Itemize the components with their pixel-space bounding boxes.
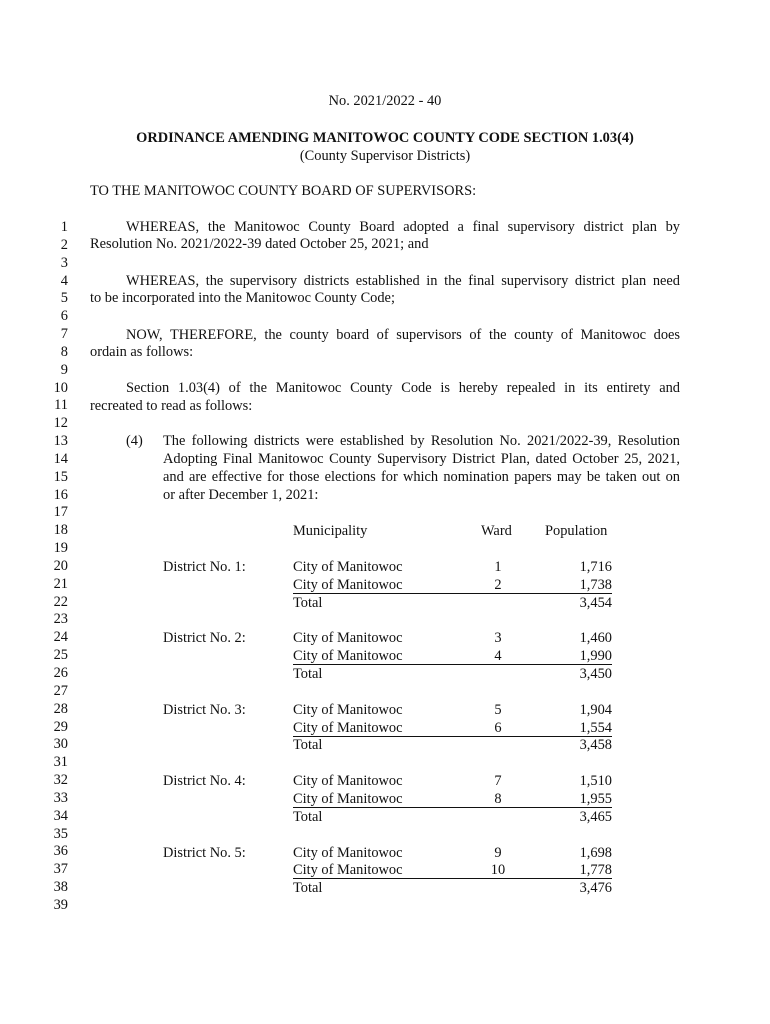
line-number: 39 bbox=[53, 896, 68, 913]
municipality-cell: City of Manitowoc bbox=[293, 719, 403, 736]
line-number: 1 bbox=[60, 219, 68, 235]
municipality-cell: City of Manitowoc bbox=[293, 791, 403, 808]
subsection-marker: (4) bbox=[126, 433, 143, 449]
line-number: 10 bbox=[53, 379, 68, 396]
total-label: Total bbox=[293, 666, 323, 683]
district-label: District No. 2: bbox=[163, 630, 246, 647]
district-label: District No. 5: bbox=[163, 844, 246, 861]
municipality-cell: City of Manitowoc bbox=[293, 862, 403, 879]
municipality-cell: City of Manitowoc bbox=[293, 648, 403, 665]
line-number: 38 bbox=[53, 879, 68, 896]
line-number: 11 bbox=[54, 397, 68, 414]
line-number: 16 bbox=[53, 486, 68, 503]
total-value: 3,465 bbox=[579, 808, 612, 825]
line-number: 27 bbox=[53, 682, 68, 699]
line-number: 3 bbox=[60, 254, 68, 271]
line-number: 8 bbox=[60, 343, 68, 360]
salutation: TO THE MANITOWOC COUNTY BOARD OF SUPERVISORS: bbox=[90, 183, 477, 199]
municipality-cell: City of Manitowoc bbox=[293, 559, 403, 575]
line-number: 9 bbox=[60, 361, 68, 378]
subsection-line-4: or after December 1, 2021: bbox=[163, 487, 319, 503]
total-label: Total bbox=[293, 808, 323, 825]
paragraph-4-line-1: Section 1.03(4) of the Manitowoc County Code is hereby repealed in its entirety and bbox=[126, 380, 680, 396]
population-cell: 1,460 bbox=[579, 630, 612, 647]
line-number: 24 bbox=[53, 629, 68, 646]
line-number: 25 bbox=[53, 647, 68, 664]
line-number: 15 bbox=[53, 468, 68, 485]
ward-cell: 4 bbox=[494, 648, 502, 665]
line-number: 5 bbox=[60, 290, 68, 307]
line-number: 26 bbox=[53, 665, 68, 681]
subsection-line-2: Adopting Final Manitowoc County Supervisory District Plan, dated October 25, 2021, bbox=[163, 451, 680, 467]
line-number: 30 bbox=[53, 736, 68, 753]
line-number: 34 bbox=[53, 807, 68, 824]
population-cell: 1,698 bbox=[579, 844, 612, 861]
total-label: Total bbox=[293, 594, 323, 611]
ordinance-title: ORDINANCE AMENDING MANITOWOC COUNTY CODE SECTION 1.03(4) bbox=[136, 130, 634, 146]
line-number: 31 bbox=[53, 754, 68, 771]
district-label: District No. 1: bbox=[163, 559, 246, 575]
total-label: Total bbox=[293, 880, 323, 897]
line-number: 23 bbox=[53, 611, 68, 628]
line-number: 33 bbox=[53, 789, 68, 806]
total-value: 3,458 bbox=[579, 737, 612, 754]
paragraph-3-line-1: NOW, THEREFORE, the county board of supervisors of the county of Manitowoc does bbox=[126, 327, 680, 343]
line-number: 21 bbox=[53, 575, 68, 592]
paragraph-2-line-1: WHEREAS, the supervisory districts established in the final supervisory district plan need bbox=[126, 273, 680, 289]
population-cell: 1,716 bbox=[579, 559, 612, 575]
line-number: 17 bbox=[53, 504, 68, 521]
municipality-cell: City of Manitowoc bbox=[293, 773, 403, 790]
population-cell: 1,955 bbox=[579, 791, 612, 808]
ordinance-number: No. 2021/2022 - 40 bbox=[328, 93, 442, 109]
line-number: 14 bbox=[53, 450, 68, 467]
line-number: 37 bbox=[53, 861, 68, 878]
ward-cell: 8 bbox=[494, 791, 502, 808]
paragraph-2-line-2: to be incorporated into the Manitowoc County Code; bbox=[90, 290, 395, 306]
line-number: 35 bbox=[53, 825, 68, 842]
line-number: 2 bbox=[60, 236, 68, 253]
ward-cell: 1 bbox=[494, 559, 502, 575]
population-cell: 1,554 bbox=[579, 719, 612, 736]
district-label: District No. 3: bbox=[163, 701, 246, 718]
ward-cell: 9 bbox=[494, 844, 502, 861]
line-number: 18 bbox=[53, 522, 68, 539]
ward-cell: 3 bbox=[494, 630, 502, 647]
line-number: 36 bbox=[53, 843, 68, 860]
subsection-line-3: and are effective for those elections for which nomination papers may be taken out on bbox=[163, 469, 680, 485]
line-number: 28 bbox=[53, 700, 68, 717]
line-number: 22 bbox=[53, 593, 68, 610]
population-cell: 1,778 bbox=[579, 862, 612, 879]
municipality-cell: City of Manitowoc bbox=[293, 576, 403, 593]
ward-cell: 5 bbox=[494, 701, 502, 718]
line-number: 29 bbox=[53, 718, 68, 735]
line-number: 6 bbox=[60, 308, 68, 325]
line-number: 12 bbox=[53, 415, 68, 432]
municipality-cell: City of Manitowoc bbox=[293, 630, 403, 647]
total-value: 3,450 bbox=[579, 666, 612, 683]
col-header-municipality: Municipality bbox=[293, 523, 368, 539]
col-header-ward: Ward bbox=[481, 523, 512, 539]
paragraph-1-line-1: WHEREAS, the Manitowoc County Board adopted a final supervisory district plan by bbox=[126, 219, 680, 235]
municipality-cell: City of Manitowoc bbox=[293, 701, 403, 718]
municipality-cell: City of Manitowoc bbox=[293, 844, 403, 861]
total-label: Total bbox=[293, 737, 323, 754]
ward-cell: 10 bbox=[490, 862, 506, 879]
total-value: 3,476 bbox=[579, 880, 612, 897]
line-number: 20 bbox=[53, 557, 68, 574]
ward-cell: 7 bbox=[494, 773, 502, 790]
line-number: 19 bbox=[53, 540, 68, 557]
population-cell: 1,510 bbox=[579, 773, 612, 790]
line-number: 13 bbox=[53, 433, 68, 450]
district-label: District No. 4: bbox=[163, 773, 246, 790]
line-number: 7 bbox=[60, 326, 68, 343]
population-cell: 1,738 bbox=[579, 576, 612, 593]
ward-cell: 6 bbox=[494, 719, 502, 736]
paragraph-1-line-2: Resolution No. 2021/2022-39 dated October 25, 2021; and bbox=[90, 236, 429, 252]
ordinance-subtitle: (County Supervisor Districts) bbox=[299, 148, 471, 164]
line-number: 32 bbox=[53, 772, 68, 789]
population-cell: 1,990 bbox=[579, 648, 612, 665]
ward-cell: 2 bbox=[494, 576, 502, 593]
total-value: 3,454 bbox=[579, 594, 612, 611]
line-number: 4 bbox=[60, 272, 68, 289]
population-cell: 1,904 bbox=[579, 701, 612, 718]
subsection-line-1: The following districts were established by Resolution No. 2021/2022-39, Resolution bbox=[163, 433, 680, 449]
paragraph-3-line-2: ordain as follows: bbox=[90, 344, 194, 360]
paragraph-4-line-2: recreated to read as follows: bbox=[90, 398, 253, 414]
col-header-population: Population bbox=[545, 523, 608, 539]
